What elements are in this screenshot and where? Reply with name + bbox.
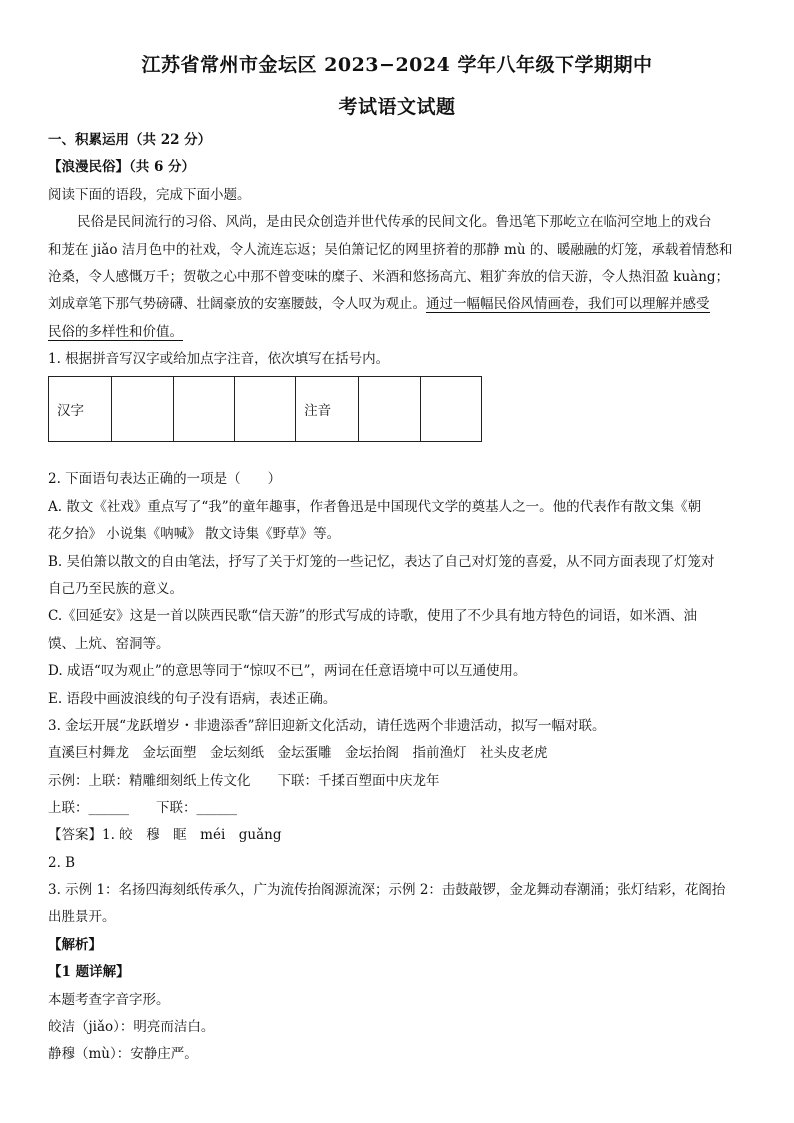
doc-title-line2: 考试语文试题 bbox=[338, 96, 456, 118]
grid-cell-blank[interactable] bbox=[173, 377, 234, 442]
answer-1: 【答案】1. 皎 穆 眶 méi guǎng bbox=[48, 827, 282, 843]
answer-2: 2. B bbox=[48, 855, 76, 871]
answer-3: 3. 示例 1：名扬四海刻纸传承久，广为流传抬阁源流深；示例 2：击鼓敲锣，金龙舞动春潮涌；张灯结彩，花阁抬 bbox=[48, 882, 726, 898]
option-a: A. 散文《社戏》重点写了“我”的童年趣事，作者鲁迅是中国现代文学的奠基人之一。他的代表作有散文集《朝 bbox=[48, 499, 702, 515]
question-3-prompt: 3. 金坛开展“龙跃增岁・非遗添香”辞旧迎新文化活动，请任选两个非遗活动，拟写一幅对联。 bbox=[48, 718, 606, 734]
doc-title-line1: 江苏省常州市金坛区 2023−2024 学年八年级下学期期中 bbox=[141, 54, 653, 76]
passage-line bbox=[48, 294, 748, 314]
option-d: D. 成语“叹为观止”的意思等同于“惊叹不已”，两词在任意语境中可以互通使用。 bbox=[48, 663, 527, 679]
passage-line: 民俗是民间流行的习俗、风尚，是由民众创造并世代传承的民间文化。鲁迅笔下那屹立在临河空地上的戏台 bbox=[77, 214, 712, 230]
couplet-example: 示例：上联：精雕细刻纸上传文化 下联：千揉百塑面中庆龙年 bbox=[48, 773, 440, 789]
option-c: C.《回延安》这是一首以陕西民歌“信天游”的形式写成的诗歌，使用了不少具有地方特色的词语，如米酒、油 bbox=[48, 608, 697, 624]
question-2-prompt: 2. 下面语句表达正确的一项是（ ） bbox=[48, 471, 282, 487]
option-c-cont: 馍、上炕、窑洞等。 bbox=[48, 636, 170, 652]
grid-cell-blank[interactable] bbox=[234, 377, 295, 442]
underlined-sentence-end: 民俗的多样性和价值。 bbox=[48, 324, 183, 340]
option-e: E. 语段中画波浪线的句子没有语病，表述正确。 bbox=[48, 691, 337, 707]
sub-heading: 【浪漫民俗】（共 6 分） bbox=[48, 159, 196, 175]
analysis-item: 静穆（mù）：安静庄严。 bbox=[48, 1046, 198, 1062]
grid-label-hanzi: 汉字 bbox=[49, 377, 112, 442]
grid-label-zhuyin: 注音 bbox=[296, 377, 359, 442]
passage-line: 沧桑，令人感慨万千；贺敬之心中那不曾变味的糜子、米酒和悠扬高亢、粗犷奔放的信天游，令人热泪盈 kuàng； bbox=[48, 269, 730, 285]
activity-list: 直溪巨村舞龙 金坛面塑 金坛刻纸 金坛蛋雕 金坛抬阁 指前渔灯 社头皮老虎 bbox=[48, 745, 548, 761]
option-b: B. 吴伯箫以散文的自由笔法，抒写了关于灯笼的一些记忆，表达了自己对灯笼的喜爱，从不同方面表现了灯笼对 bbox=[48, 554, 715, 570]
grid-cell-blank[interactable] bbox=[420, 377, 481, 442]
grid-cell-blank[interactable] bbox=[359, 377, 420, 442]
option-a-cont: 花夕拾》 小说集《呐喊》 散文诗集《野草》等。 bbox=[48, 526, 341, 542]
analysis-item: 皎洁（jiǎo）：明亮而洁白。 bbox=[48, 1019, 215, 1035]
section-heading: 一、积累运用（共 22 分） bbox=[48, 132, 212, 148]
couplet-blanks: 上联：______ 下联：______ bbox=[48, 800, 237, 816]
passage-text: 刘成章笔下那气势磅礴、壮阔豪放的安塞腰鼓，令人叹为观止。 bbox=[48, 296, 426, 312]
underlined-sentence: 通过一幅幅民俗风情画卷，我们可以理解并感受 bbox=[426, 296, 710, 312]
answer-3-cont: 出胜景开。 bbox=[48, 909, 116, 925]
analysis-sub-heading: 【1 题详解】 bbox=[48, 964, 130, 980]
analysis-intro: 本题考查字音字形。 bbox=[48, 992, 170, 1008]
instruction: 阅读下面的语段，完成下面小题。 bbox=[48, 187, 251, 203]
option-b-cont: 自己乃至民族的意义。 bbox=[48, 581, 183, 597]
analysis-heading: 【解析】 bbox=[48, 937, 102, 953]
grid-cell-blank[interactable] bbox=[112, 377, 173, 442]
answer-grid bbox=[48, 376, 482, 442]
question-1-prompt: 1. 根据拼音写汉字或给加点字注音，依次填写在括号内。 bbox=[48, 351, 390, 367]
passage-line bbox=[48, 322, 748, 342]
passage-line: 和茏在 jiǎo 洁月色中的社戏，令人流连忘返；吴伯箫记忆的网里挤着的那静 mù 的、暖融融的灯笼，承载着情愁和 bbox=[48, 242, 733, 258]
